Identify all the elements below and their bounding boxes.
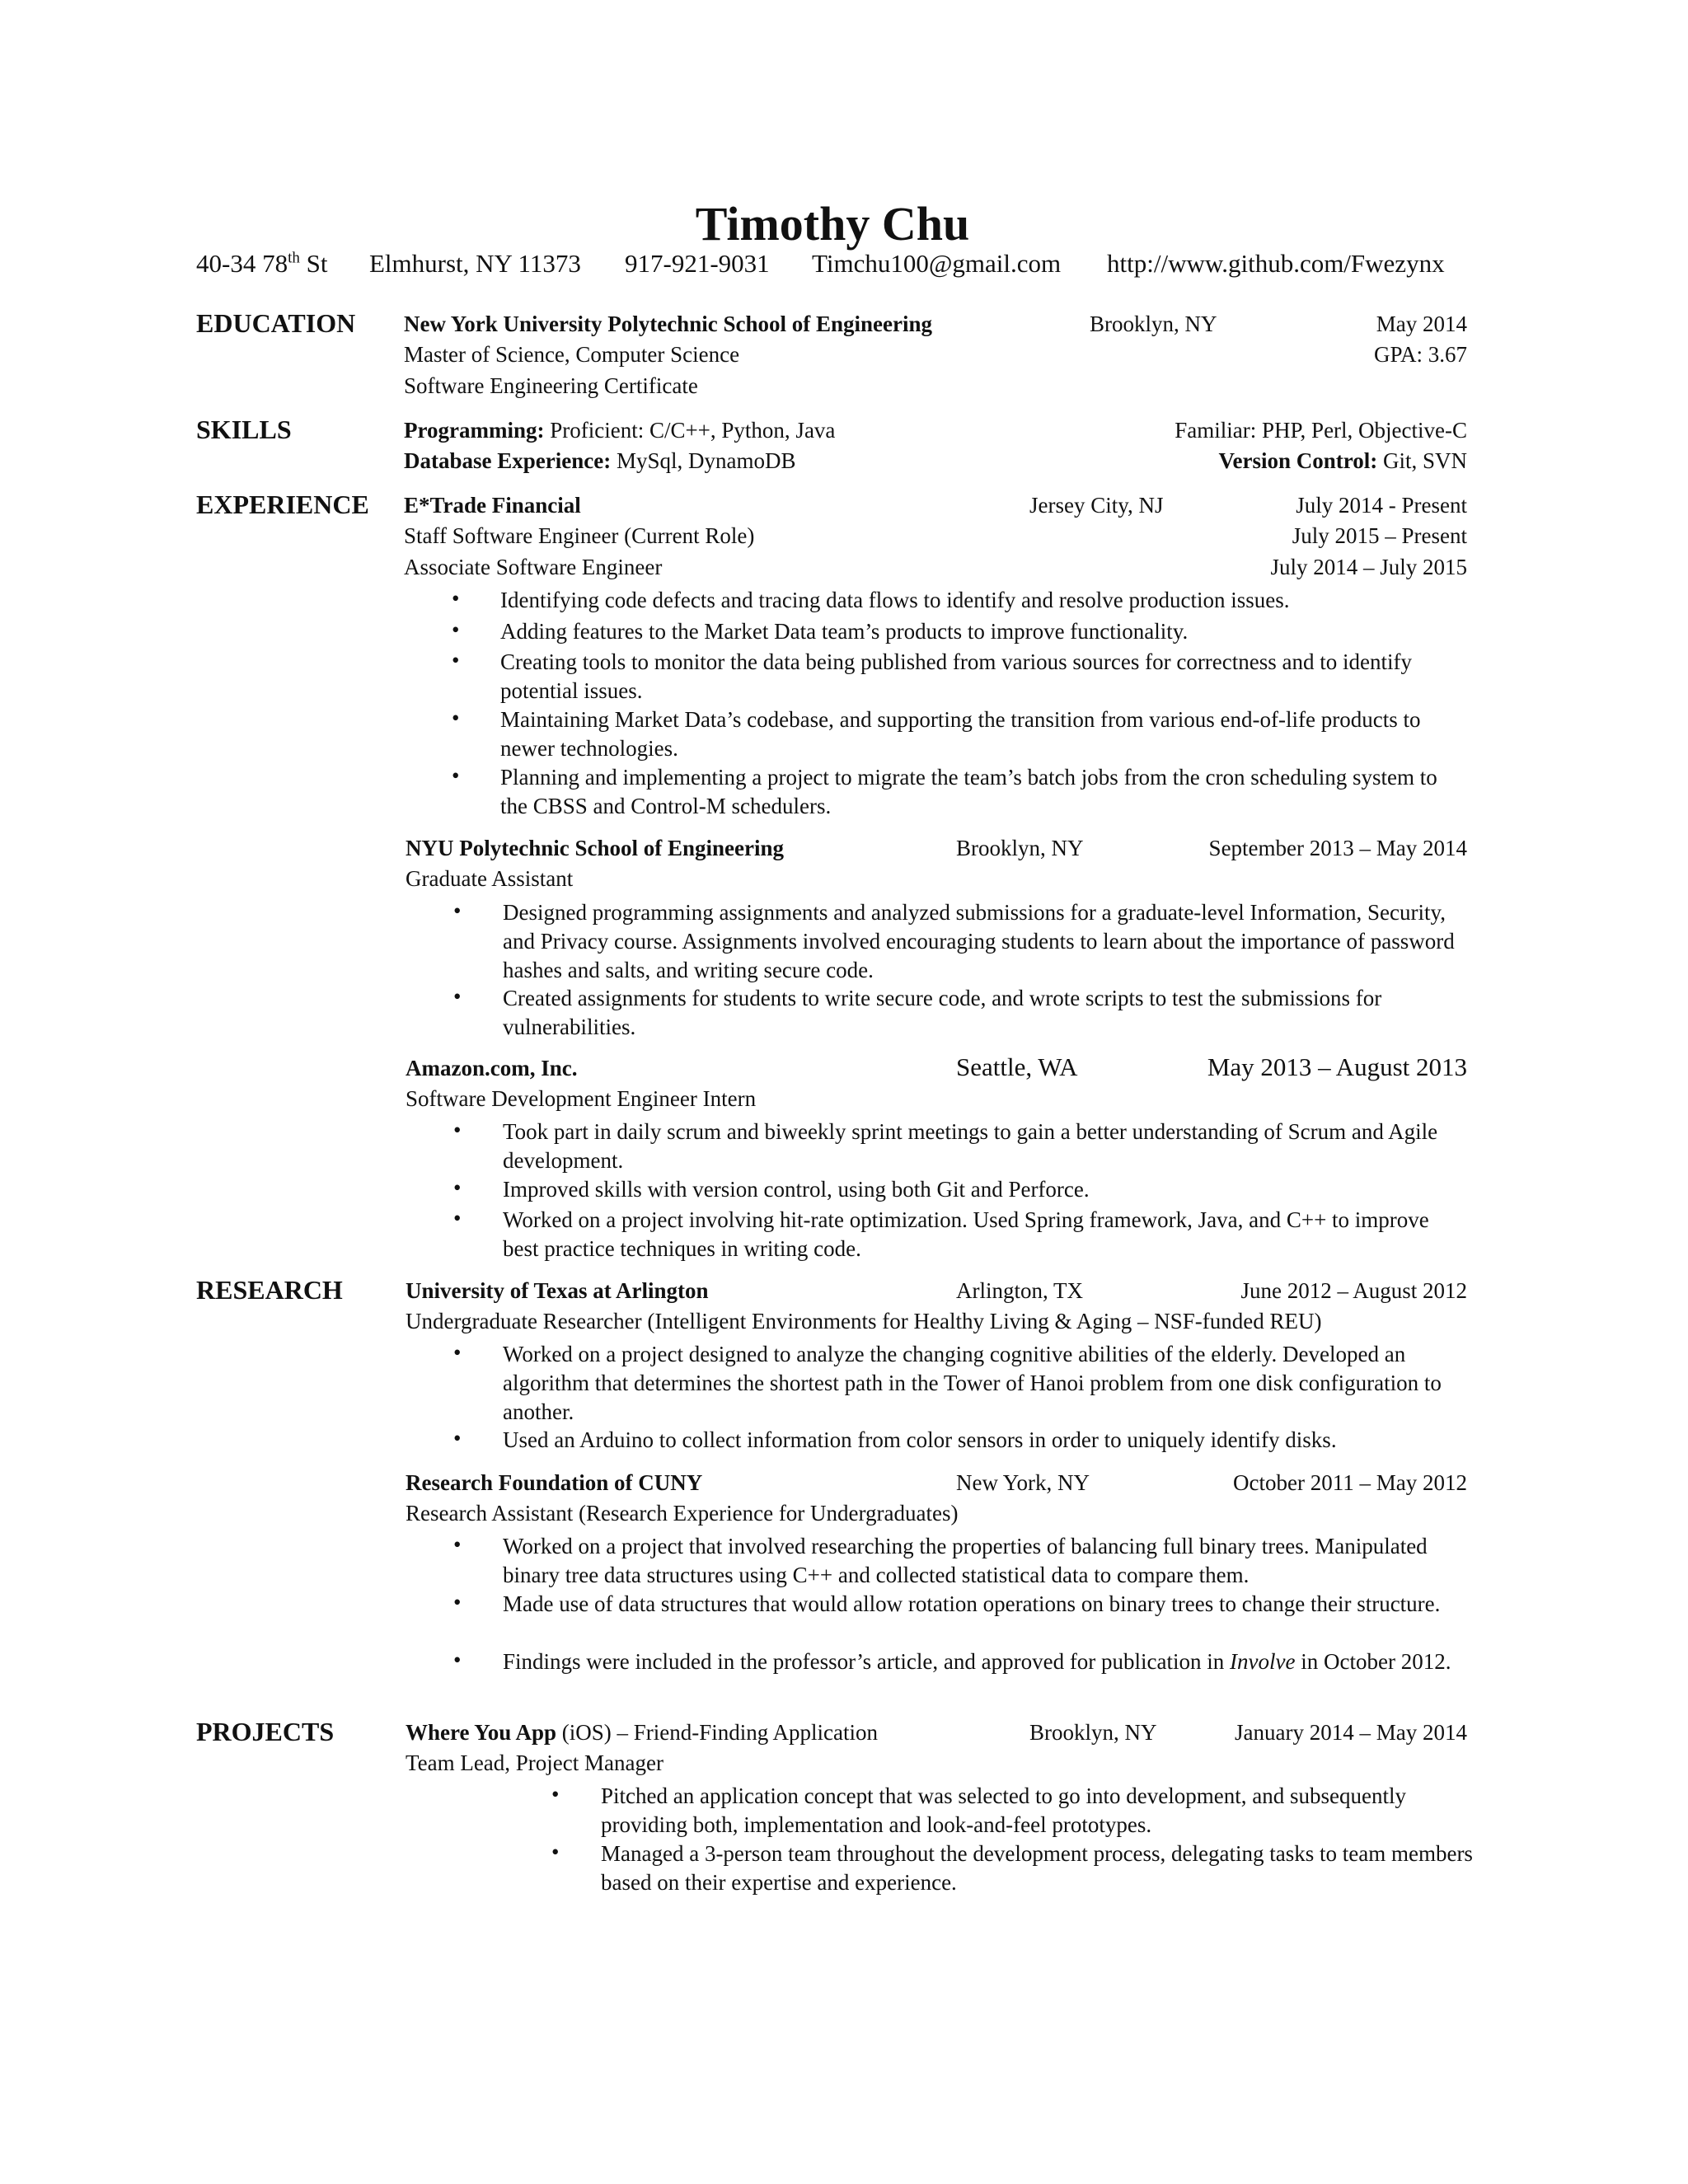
job-location: Jersey City, NJ: [1029, 493, 1164, 518]
job-company: Research Foundation of CUNY: [406, 1470, 703, 1495]
list-item: Designed programming assignments and analyzed submissions for a graduate-level Information, Security, and Privacy course. Assignments involved encouraging students to learn about the importance of password hashes and salts, and writing secure code.: [503, 900, 1455, 982]
bullet-icon: •: [453, 1118, 462, 1142]
list-item: Created assignments for students to write secure code, and wrote scripts to test the submissions for vulnerabilities.: [503, 986, 1382, 1039]
job-role: Undergraduate Researcher (Intelligent Environments for Healthy Living & Aging – NSF-funded REU): [406, 1309, 1322, 1333]
bullet-icon: •: [453, 984, 462, 1009]
list-item: Identifying code defects and tracing data flows to identify and resolve production issues.: [500, 588, 1290, 612]
resume-name: Timothy Chu: [695, 197, 970, 251]
list-item: Used an Arduino to collect information from color sensors in order to uniquely identify disks.: [503, 1427, 1337, 1452]
job-date: October 2011 – May 2012: [1233, 1470, 1467, 1495]
bullet-icon: •: [452, 705, 460, 730]
list-item: Findings were included in the professor’s article, and approved for publication in Involve in October 2012.: [503, 1649, 1451, 1674]
section-heading-experience: EXPERIENCE: [196, 490, 369, 519]
bullet-icon: •: [452, 763, 460, 788]
bullet-icon: •: [453, 1532, 462, 1557]
bullet-icon: •: [453, 1206, 462, 1230]
job-date: July 2014 - Present: [1296, 493, 1467, 518]
job-company: Amazon.com, Inc.: [406, 1056, 578, 1080]
education-degree: Master of Science, Computer Science: [404, 342, 740, 367]
list-item: Improved skills with version control, using both Git and Perforce.: [503, 1177, 1090, 1202]
job-company: University of Texas at Arlington: [406, 1278, 709, 1303]
job-location: Brooklyn, NY: [956, 836, 1084, 860]
bullet-icon: •: [551, 1782, 560, 1807]
contact-phone: 917-921-9031: [625, 249, 770, 278]
section-heading-research: RESEARCH: [196, 1275, 343, 1305]
job-location: New York, NY: [956, 1470, 1090, 1495]
job-role: Research Assistant (Research Experience for Undergraduates): [406, 1501, 959, 1526]
list-item: Worked on a project that involved researching the properties of balancing full binary trees. Manipulated binary tree data structures using C++ and collected statistical data to compare them.: [503, 1534, 1428, 1587]
job-location: Arlington, TX: [956, 1278, 1083, 1303]
bullet-icon: •: [453, 1647, 462, 1672]
contact-city: Elmhurst, NY 11373: [369, 249, 581, 278]
list-item: Made use of data structures that would allow rotation operations on binary trees to change their structure.: [503, 1591, 1441, 1616]
bullet-icon: •: [551, 1840, 560, 1864]
education-location: Brooklyn, NY: [1090, 312, 1217, 336]
project-date: January 2014 – May 2014: [1235, 1720, 1467, 1745]
project-title: Where You App (iOS) – Friend-Finding Application: [406, 1720, 879, 1745]
bullet-icon: •: [452, 648, 460, 673]
education-gpa: GPA: 3.67: [1373, 342, 1467, 367]
contact-email[interactable]: Timchu100@gmail.com: [812, 249, 1062, 278]
bullet-icon: •: [453, 898, 462, 923]
job-company: E*Trade Financial: [404, 493, 581, 518]
job-role: Associate Software Engineer: [404, 555, 663, 579]
project-location: Brooklyn, NY: [1029, 1720, 1157, 1745]
contact-address: 40-34 78th St: [196, 249, 328, 278]
job-company: NYU Polytechnic School of Engineering: [406, 836, 784, 860]
list-item: Managed a 3-person team throughout the development process, delegating tasks to team members based on their expertise and experience.: [601, 1841, 1473, 1895]
education-certificate: Software Engineering Certificate: [404, 373, 698, 398]
job-date: May 2013 – August 2013: [1207, 1052, 1467, 1081]
job-date: June 2012 – August 2012: [1240, 1278, 1467, 1303]
list-item: Took part in daily scrum and biweekly sprint meetings to gain a better understanding of Scrum and Agile development.: [503, 1119, 1438, 1173]
section-heading-projects: PROJECTS: [196, 1717, 335, 1746]
bullet-icon: •: [452, 586, 460, 611]
section-heading-skills: SKILLS: [196, 415, 292, 444]
job-date: September 2013 – May 2014: [1208, 836, 1467, 860]
section-heading-education: EDUCATION: [196, 308, 356, 338]
bullet-icon: •: [452, 617, 460, 642]
skills-programming: Programming: Proficient: C/C++, Python, Java: [404, 418, 836, 443]
contact-github[interactable]: http://www.github.com/Fwezynx: [1107, 249, 1445, 278]
list-item: Creating tools to monitor the data being published from various sources for correctness and to identify potential issues.: [500, 649, 1412, 703]
skills-version-control: Version Control: Git, SVN: [1218, 448, 1467, 473]
bullet-icon: •: [453, 1426, 462, 1451]
list-item: Adding features to the Market Data team’s products to improve functionality.: [500, 619, 1189, 644]
list-item: Planning and implementing a project to migrate the team’s batch jobs from the cron scheduling system to the CBSS and Control-M schedulers.: [500, 765, 1437, 818]
education-school: New York University Polytechnic School of Engineering: [404, 312, 932, 336]
skills-familiar: Familiar: PHP, Perl, Objective-C: [1175, 418, 1467, 443]
education-date: May 2014: [1376, 312, 1467, 336]
job-role: Staff Software Engineer (Current Role): [404, 523, 755, 548]
skills-database: Database Experience: MySql, DynamoDB: [404, 448, 796, 473]
list-item: Pitched an application concept that was selected to go into development, and subsequently providing both, implementation and look-and-feel prototypes.: [601, 1783, 1406, 1837]
bullet-icon: •: [453, 1175, 462, 1200]
job-role-date: July 2014 – July 2015: [1270, 555, 1467, 579]
bullet-icon: •: [453, 1340, 462, 1365]
job-role: Software Development Engineer Intern: [406, 1086, 757, 1111]
job-role: Graduate Assistant: [406, 866, 574, 891]
job-role-date: July 2015 – Present: [1292, 523, 1467, 548]
job-location: Seattle, WA: [956, 1052, 1078, 1081]
project-role: Team Lead, Project Manager: [406, 1750, 663, 1775]
list-item: Maintaining Market Data’s codebase, and supporting the transition from various end-of-life products to newer technologies.: [500, 707, 1421, 761]
list-item: Worked on a project designed to analyze the changing cognitive abilities of the elderly. Developed an algorithm that determines the shortest path in the Tower of Hanoi problem from one disk configuration to another.: [503, 1342, 1442, 1424]
bullet-icon: •: [453, 1590, 462, 1615]
list-item: Worked on a project involving hit-rate optimization. Used Spring framework, Java, and C++ to improve best practice techniques in writing code.: [503, 1207, 1429, 1261]
